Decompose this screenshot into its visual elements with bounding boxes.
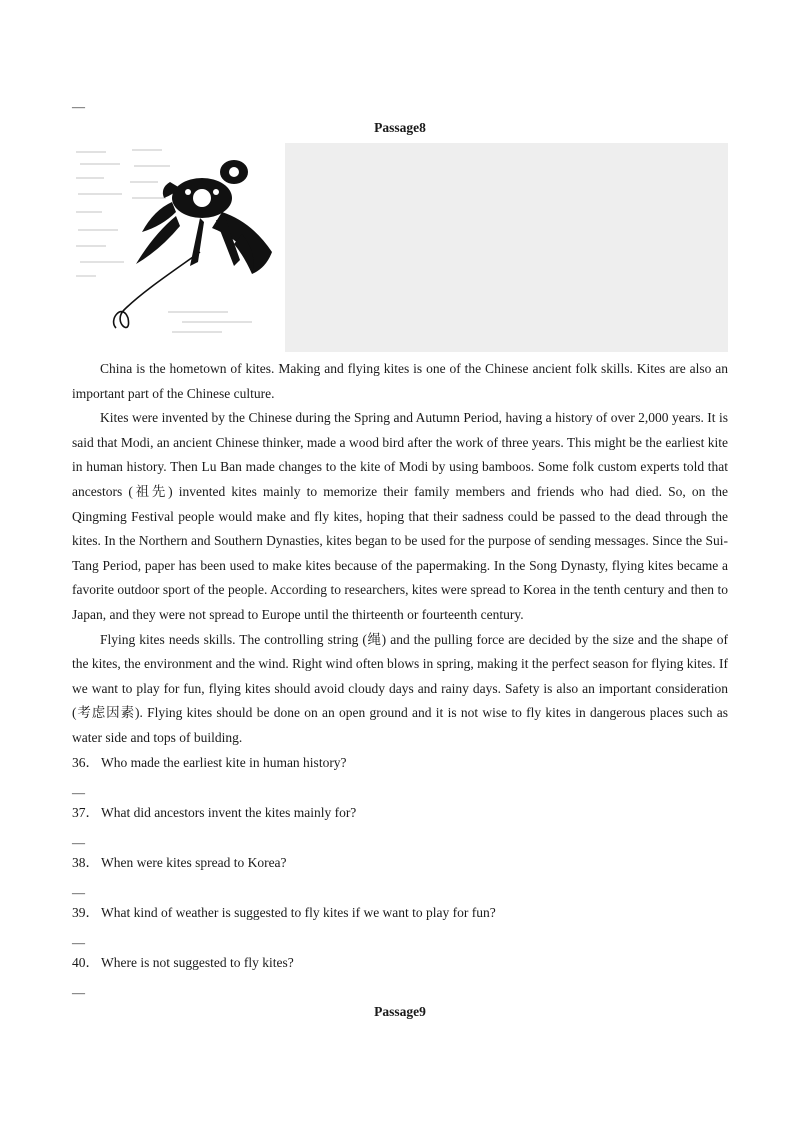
question-text: Where is not suggested to fly kites? [101,955,294,970]
question-text: When were kites spread to Korea? [101,855,287,870]
question-37 [72,803,356,823]
question-number: 40． [72,955,99,970]
answer-blank-dash: — [72,99,85,114]
question-number: 36． [72,755,99,770]
answer-blank-dash[interactable]: — [72,985,85,1000]
question-text: What did ancestors invent the kites mainly for? [101,805,357,820]
question-text: What kind of weather is suggested to fly kites if we want to play for fun? [101,905,496,920]
paragraph: Kites were invented by the Chinese during the Spring and Autumn Period, having a history of over 2,000 years. It is said that Modi, an ancient Chinese thinker, made a wood bird after the work of three years. This might be the earliest kite in human history. Then Lu Ban made changes to the kite of Modi by using bamboos. Some folk custom experts told that ancestors (祖先) invented kites mainly to memorize their family members and friends who had died. So, on the Qingming Festival people would make and fly kites, hoping that their sadness could be passed to the dead through the kites. In the Northern and Southern Dynasties, kites began to be used for the purpose of sending messages. Since the Sui-Tang Period, paper has been used to make kites because of the papermaking. In the Song Dynasty, flying kites became a favorite outdoor sport of the people. According to researchers, kites were spread to Korea in the tenth century and then to Japan, and they were not spread to Europe until the thirteenth or fourteenth century. [72,410,728,622]
passage-title: Passage9 [374,1004,426,1019]
question-text: Who made the earliest kite in human history? [101,755,347,770]
passage-body [72,357,728,751]
question-39 [72,903,496,923]
answer-blank-dash[interactable]: — [72,935,85,950]
paragraph: Flying kites needs skills. The controlling string (绳) and the pulling force are decided by the size and the shape of the kites, the environment and the wind. Right wind often blows in spring, making it the perfect season for flying kites. If we want to play for fun, flying kites should avoid cloudy days and rainy days. Safety is also an important consideration (考虑因素). Flying kites should be done on an open ground and it is not wise to fly kites in dangerous places such as water side and tops of building. [72,631,728,745]
answer-blank-dash[interactable]: — [72,785,85,800]
question-36 [72,753,347,773]
paragraph: China is the hometown of kites. Making and flying kites is one of the Chinese ancient folk skills. Kites are also an important part of the Chinese culture. [72,361,728,401]
question-number: 39． [72,905,99,920]
question-number: 38． [72,855,99,870]
kite-image [72,142,284,352]
question-40 [72,953,294,973]
image-placeholder [285,143,728,352]
kite-illustration [72,142,284,352]
question-number: 37． [72,805,99,820]
answer-blank-dash[interactable]: — [72,835,85,850]
question-38 [72,853,287,873]
answer-blank-dash[interactable]: — [72,885,85,900]
passage-title: Passage8 [374,120,426,135]
